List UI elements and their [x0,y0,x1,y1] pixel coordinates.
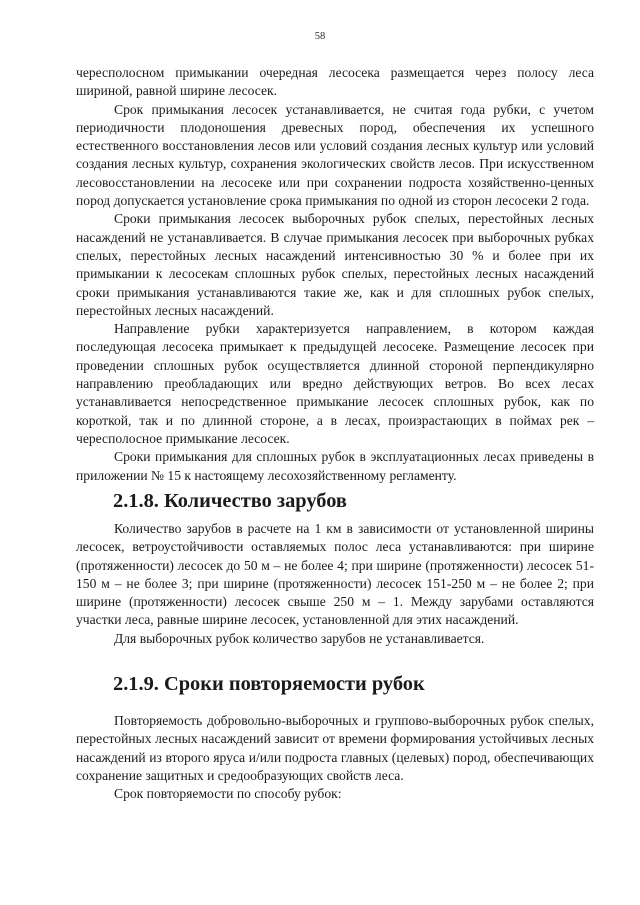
section-felling-adjacency [76,64,594,485]
paragraph: Срок повторяемости по способу рубок: [114,786,342,802]
section-heading: 2.1.8. Количество зарубов [113,490,347,512]
section-felling-recurrence [76,712,594,803]
paragraph: Направление рубки характеризуется направлением, в котором каждая последующая лесосека примыкает к предыдущей лесосеке. Размещение лесосек при проведении сплошных рубок осуществляется длинной стороной перпендикулярно направлению преобладающих или вредно действующих ветров. Во всех лесах устанавливается непосредственное примыкание лесосек сплошных рубок, как по короткой, так и по длинной стороне, а в лесах, произрастающих в поймах рек – чересполосное примыкание лесосек. [76,321,594,446]
page-number: 58 [314,31,326,42]
paragraph: чересполосном примыкании очередная лесосека размещается через полосу леса шириной, равной ширине лесосек. [76,65,594,99]
paragraph: Сроки примыкания для сплошных рубок в эксплуатационных лесах приведены в приложении № 15 к настоящему лесохозяйственному регламенту. [76,449,594,483]
section-cut-count [76,520,594,648]
paragraph: Срок примыкания лесосек устанавливается, не считая года рубки, с учетом периодичности плодоношения древесных пород, обеспечения их успешного естественного восстановления лесов или условий создания лесных культур или условий создания лесных культур, сохранения экологических свойств лесов. При искусственном лесовосстановлении на лесосеке или при сохранении подроста хозяйственно-ценных пород допускается установление срока примыкания по одной из сторон лесосеки 2 года. [76,101,594,209]
section-heading: 2.1.9. Сроки повторяемости рубок [113,673,425,695]
paragraph: Сроки примыкания лесосек выборочных рубок спелых, перестойных лесных насаждений не устанавливается. В случае примыкания лесосек при выборочных рубках спелых, перестойных лесных насаждений интенсивностью 30 % и более при их примыкании к лесосекам сплошных рубок спелых, перестойных лесных насаждений сроки примыкания устанавливаются такие же, как и для сплошных рубок спелых, перестойных лесных насаждений. [76,211,594,318]
paragraph: Повторяемость добровольно-выборочных и группово-выборочных рубок спелых, перестойных лесных насаждений зависит от времени формирования устойчивых лесных насаждений из второго яруса и/или подроста главных (целевых) пород, обеспечивающих сохранение защитных и средообразующих свойств леса. [76,713,594,783]
paragraph: Количество зарубов в расчете на 1 км в зависимости от установленной ширины лесосек, ветроустойчивости оставляемых полос леса устанавливаются: при ширине (протяженности) лесосек до 50 м – не более 4; при ширине (протяженности) лесосек 51-150 м – не более 3; при ширине (протяженности) лесосек 151-250 м – не более 2; при ширине (протяженности) лесосек свыше 250 м – 1. Между зарубами оставляются участки леса, равные ширине лесосек, установленной для этих насаждений. [76,521,594,628]
paragraph: Для выборочных рубок количество зарубов не устанавливается. [114,630,485,646]
